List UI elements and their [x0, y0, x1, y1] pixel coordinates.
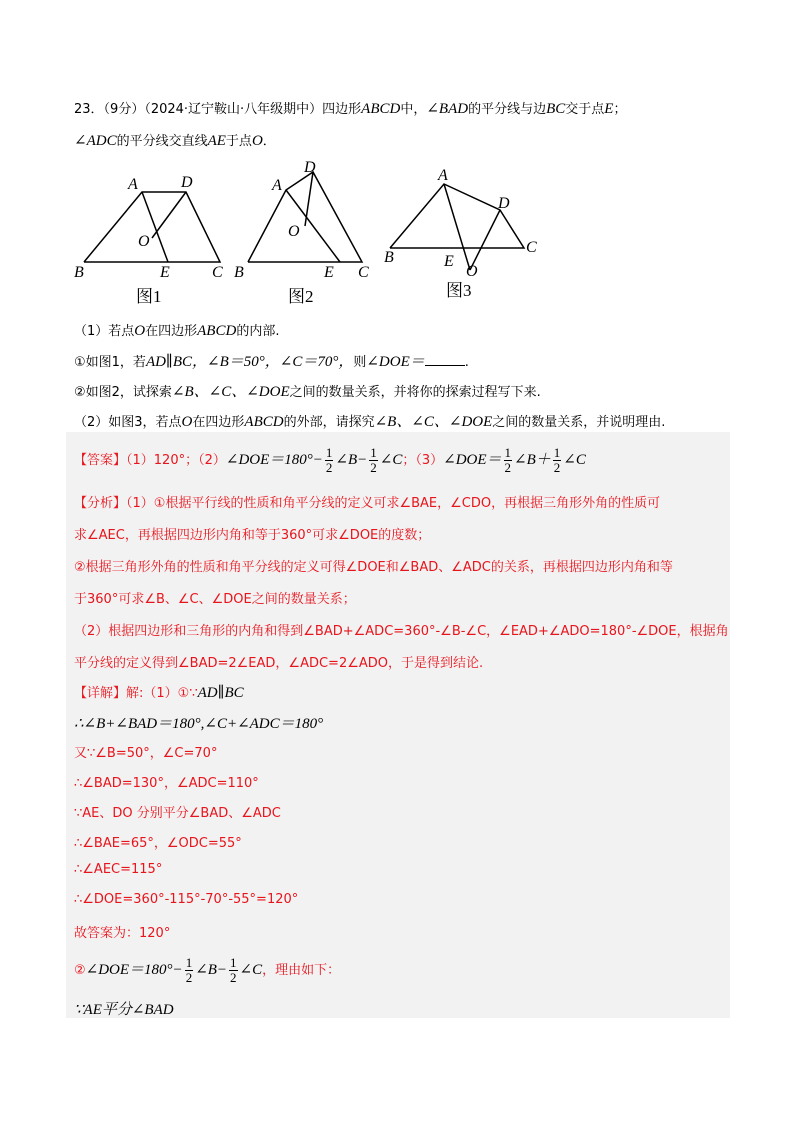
detail-l10-lhs: ∠DOE＝180°−	[85, 962, 183, 978]
detail-l1-pre: 解:（1）①∵	[126, 686, 198, 701]
detail-tag: 【详解】	[74, 686, 127, 701]
fig2-label-b: B	[234, 264, 244, 281]
p1-sub1-end: .	[464, 355, 469, 370]
text-zhong: 中，	[400, 102, 427, 117]
answer-blank[interactable]	[425, 353, 465, 366]
answer-a2-lhs: ∠DOE＝180°−	[225, 452, 323, 468]
fig2-label-a: A	[272, 177, 282, 194]
detail-line-5	[74, 802, 281, 821]
frac-den: 2	[504, 460, 512, 475]
detail-text-5: ∵AE、DO 分别平分∠BAD、∠ADC	[74, 806, 281, 821]
p2-end: 之间的数量关系，并说明理由.	[492, 415, 666, 430]
text-yudian: 于点	[225, 134, 252, 149]
fig3-label-e: E	[444, 253, 454, 270]
detail-text-7: ∴∠AEC=115°	[74, 862, 163, 877]
analysis-text-3: ②根据三角形外角的性质和角平分线的定义可得∠DOE和∠BAD、∠ADC的关系，再根据四边形内角和等	[74, 560, 673, 575]
text-period: ．	[262, 134, 276, 149]
answer-tag: 【答案】	[74, 453, 127, 468]
text-bisector: 的平分线与边	[468, 102, 547, 117]
fig1-label-e: E	[160, 264, 170, 281]
answer-angle-b: ∠B−	[335, 452, 368, 468]
detail-line-10	[74, 956, 340, 985]
text-semi: ；	[613, 102, 627, 117]
frac-num: 1	[185, 955, 193, 970]
analysis-text-2: 求∠AEC，再根据四边形内角和等于360°可求∠DOE的度数；	[74, 528, 431, 543]
answer-a3-lhs: ∠DOE＝	[443, 452, 502, 468]
detail-line-4	[74, 772, 259, 791]
fig2-caption: 图2	[288, 287, 314, 306]
p2-mid2: 的外部，请探究	[283, 415, 375, 430]
analysis-text-5: （2）根据四边形和三角形的内角和得到∠BAD+∠ADC=360°-∠B-∠C，∠EAD+∠ADO=180°-∠DOE，根据角	[74, 624, 729, 639]
p2-pre: （2）如图3，若点	[74, 415, 182, 430]
fig1-label-o: O	[138, 233, 150, 250]
analysis-tag: 【分析】	[74, 496, 127, 511]
fraction-half	[229, 956, 238, 985]
p1-sub1-math: AD∥BC，∠B＝50°，∠C＝70°，	[145, 354, 354, 370]
fig1-label-b: B	[74, 264, 84, 281]
frac-den: 2	[370, 460, 377, 475]
p2-math: ∠B、∠C、∠DOE	[374, 414, 493, 430]
question-line-2	[74, 130, 276, 150]
frac-num: 1	[230, 955, 237, 970]
frac-den: 2	[230, 970, 237, 985]
analysis-line-3	[74, 556, 673, 575]
analysis-text-1: （1）①根据平行线的性质和角平分线的定义可求∠BAE，∠CDO，再根据三角形外角的性质可	[126, 496, 661, 511]
text-jiao: 交于点	[565, 102, 605, 117]
detail-line-11	[74, 998, 174, 1019]
answer-part1: （1）120°；（2）	[126, 453, 226, 468]
part1-sub1	[74, 350, 469, 371]
fraction-half	[553, 446, 562, 475]
p1-point-o: O	[134, 323, 146, 339]
p1-quad: ABCD	[197, 323, 237, 339]
detail-line-8	[74, 892, 298, 907]
side-bc: BC	[546, 101, 566, 117]
fig1-label-d: D	[181, 174, 193, 191]
text-line2: 的平分线交直线	[116, 134, 208, 149]
fig1-label-c: C	[212, 264, 223, 281]
detail-line-2	[74, 712, 323, 733]
fig3-label-d: D	[498, 195, 510, 212]
detail-line-7	[74, 862, 162, 877]
p1-intro-text: （1）若点	[74, 324, 135, 339]
detail-text-8: ∴∠DOE=360°-115°-70°-55°=120°	[74, 892, 299, 907]
p1-sub2-math: ∠B、∠C、∠DOE	[171, 384, 290, 400]
analysis-text-4: 于360°可求∠B、∠C、∠DOE之间的数量关系；	[74, 592, 356, 607]
answer-angle-c2: ∠C	[563, 452, 586, 468]
frac-num: 1	[504, 445, 512, 460]
detail-text-11: ∵AE平分∠BAD	[74, 1002, 174, 1018]
detail-l10-end: ，理由如下：	[262, 963, 341, 978]
fig3-label-o: O	[466, 263, 478, 280]
fig1-label-a: A	[128, 176, 138, 193]
detail-line-9	[74, 922, 170, 941]
fig1-caption: 图1	[136, 287, 162, 306]
p1-intro-rest: 在四边形	[145, 324, 198, 339]
detail-text-3: 又∵∠B=50°，∠C=70°	[74, 746, 218, 761]
angle-bad: ∠BAD	[426, 101, 469, 117]
frac-num: 1	[553, 445, 561, 460]
part1-intro	[74, 320, 279, 340]
angle-adc: ∠ADC	[74, 133, 117, 149]
analysis-line-4	[74, 588, 356, 607]
point-e: E	[604, 101, 614, 117]
detail-text-2: ∴∠B+∠BAD＝180°,∠C+∠ADC＝180°	[74, 716, 324, 732]
fraction-half	[185, 956, 194, 985]
figures	[60, 150, 560, 310]
frac-den: 2	[185, 970, 193, 985]
analysis-line-6	[74, 652, 483, 671]
fig2-label-e: E	[324, 264, 334, 281]
frac-num: 1	[370, 445, 377, 460]
analysis-line-2	[74, 524, 430, 543]
line-ae: AE	[207, 133, 226, 149]
detail-l1-math: AD∥BC	[197, 685, 244, 701]
fraction-half	[504, 446, 513, 475]
p2-quad: ABCD	[244, 414, 284, 430]
detail-text-6: ∴∠BAE=65°，∠ODC=55°	[74, 836, 242, 851]
fig3-label-b: B	[384, 249, 394, 266]
quad-name: ABCD	[361, 101, 401, 117]
p2-point-o: O	[181, 414, 193, 430]
detail-line-6	[74, 832, 242, 851]
answer-angle-c: ∠C	[379, 452, 403, 468]
question-line-1	[74, 98, 626, 118]
p1-intro-end: 的内部.	[236, 324, 280, 339]
point-o: O	[251, 133, 263, 149]
fig2-label-o: O	[288, 223, 300, 240]
p1-sub2-pre: ②如图2，试探索	[74, 385, 172, 400]
detail-line-3	[74, 742, 217, 761]
analysis-text-6: 平分线的定义得到∠BAD=2∠EAD，∠ADC=2∠ADO，于是得到结论.	[74, 656, 484, 671]
frac-den: 2	[553, 460, 561, 475]
fig3-label-a: A	[438, 167, 448, 184]
p1-sub1-pre: ①如图1，若	[74, 355, 146, 370]
p1-sub2-end: 之间的数量关系，并将你的探索过程写下来.	[289, 385, 541, 400]
detail-l10-b: ∠B−	[195, 962, 228, 978]
detail-l10-c: ∠C	[239, 962, 263, 978]
fig3-label-c: C	[526, 239, 537, 256]
frac-den: 2	[325, 460, 333, 475]
fig3-caption: 图3	[446, 281, 472, 300]
part2-line	[74, 410, 665, 431]
part1-sub2	[74, 380, 541, 401]
fig2-label-d: D	[304, 159, 316, 176]
question-header: 23．（9分）（2024·辽宁鞍山·八年级期中）四边形	[74, 102, 362, 117]
fraction-half	[369, 446, 378, 475]
fig2-label-c: C	[358, 264, 369, 281]
p1-sub1-mid: 则	[353, 355, 367, 370]
answer-angle-b2: ∠B＋	[514, 452, 551, 468]
frac-num: 1	[325, 445, 333, 460]
p1-sub1-doe: ∠DOE＝	[366, 354, 425, 370]
p2-mid: 在四边形	[192, 415, 245, 430]
detail-line-1	[74, 682, 244, 702]
analysis-line-5	[74, 620, 729, 639]
answer-line	[74, 446, 586, 475]
answer-sep: ；（3）	[402, 453, 444, 468]
detail-l10-pre: ②	[74, 963, 86, 978]
detail-text-9: 故答案为：120°	[74, 926, 171, 941]
fraction-half	[325, 446, 334, 475]
detail-text-4: ∴∠BAD=130°，∠ADC=110°	[74, 776, 259, 791]
analysis-line-1	[74, 492, 660, 511]
